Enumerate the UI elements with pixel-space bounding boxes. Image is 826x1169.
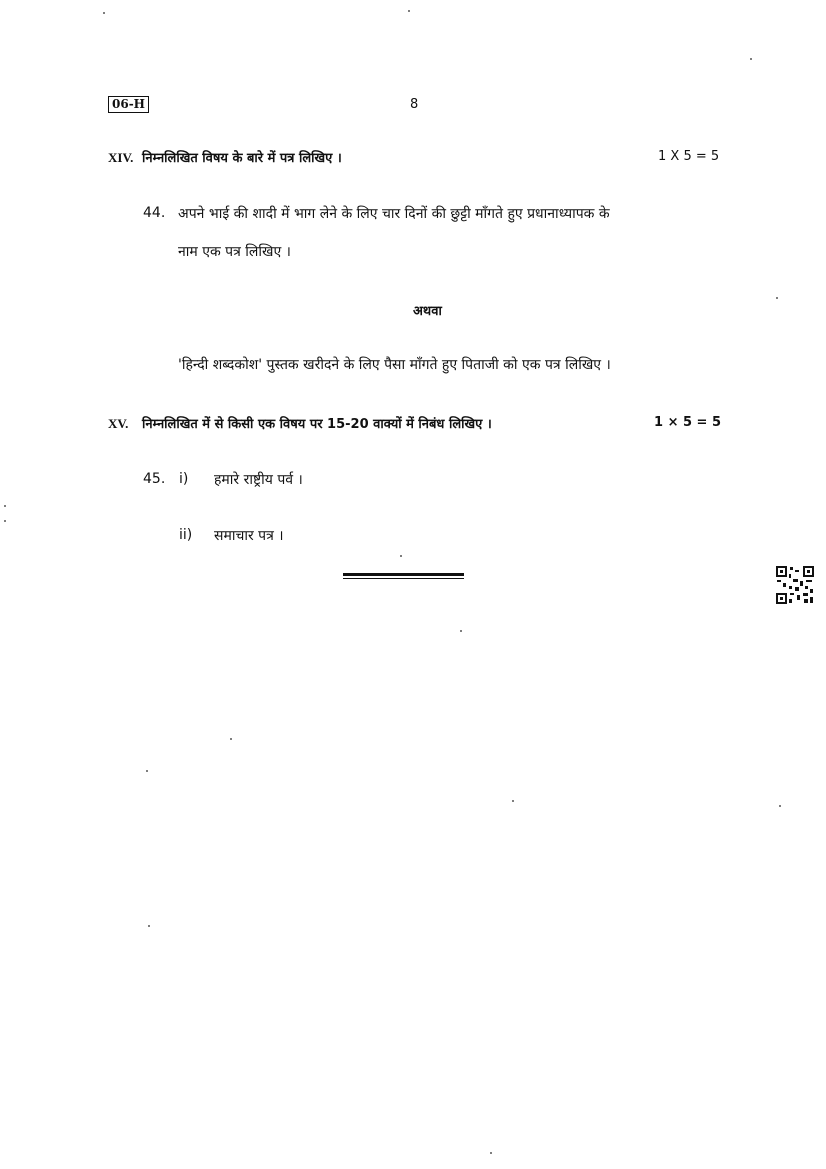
section-xiv-marks: 1 X 5 = 5 [658,149,720,164]
end-rule-thick [343,573,464,576]
scan-speck [512,800,514,802]
scan-speck [103,12,105,14]
page-number: 8 [410,97,419,112]
section-xv-heading [108,414,492,432]
question-44-line2: नाम एक पत्र लिखिए । [178,244,291,260]
scan-speck [776,297,778,299]
section-xv-marks: 1 × 5 = 5 [654,415,722,430]
or-label: अथवा [413,304,442,319]
scan-speck [230,738,232,740]
question-44-line1: अपने भाई की शादी में भाग लेने के लिए चार दिनों की छुट्टी माँगते हुए प्रधानाध्यापक के [178,206,610,222]
question-44-alternative: 'हिन्दी शब्दकोश' पुस्तक खरीदने के लिए पैसा माँगते हुए पिताजी को एक पत्र लिखिए । [178,357,611,373]
section-xiv-instruction: निम्नलिखित विषय के बारे में पत्र लिखिए । [142,151,342,166]
section-xiv-number: XIV. [108,150,134,165]
question-45-number: 45. [143,471,166,487]
section-xiv-heading [108,148,342,166]
section-xv-number: XV. [108,416,129,431]
scan-speck [400,555,402,557]
paper-code-box: 06-H [108,96,149,113]
scan-speck [408,10,410,12]
scan-speck [779,805,781,807]
section-xv-instruction: निम्नलिखित में से किसी एक विषय पर 15-20 वाक्यों में निबंध लिखिए । [142,417,492,432]
scan-speck [750,58,752,60]
end-rule-thin [343,578,464,579]
qr-code-icon [775,565,815,605]
option-i-label: i) [179,471,189,487]
scan-speck [460,630,462,632]
scan-speck [148,925,150,927]
option-i-text: हमारे राष्ट्रीय पर्व । [214,472,303,488]
option-ii-label: ii) [179,527,193,543]
option-ii-text: समाचार पत्र । [214,528,284,544]
scan-speck [490,1152,492,1154]
scan-speck [4,520,6,522]
scan-speck [4,505,6,507]
scan-speck [146,770,148,772]
question-44-number: 44. [143,205,166,221]
